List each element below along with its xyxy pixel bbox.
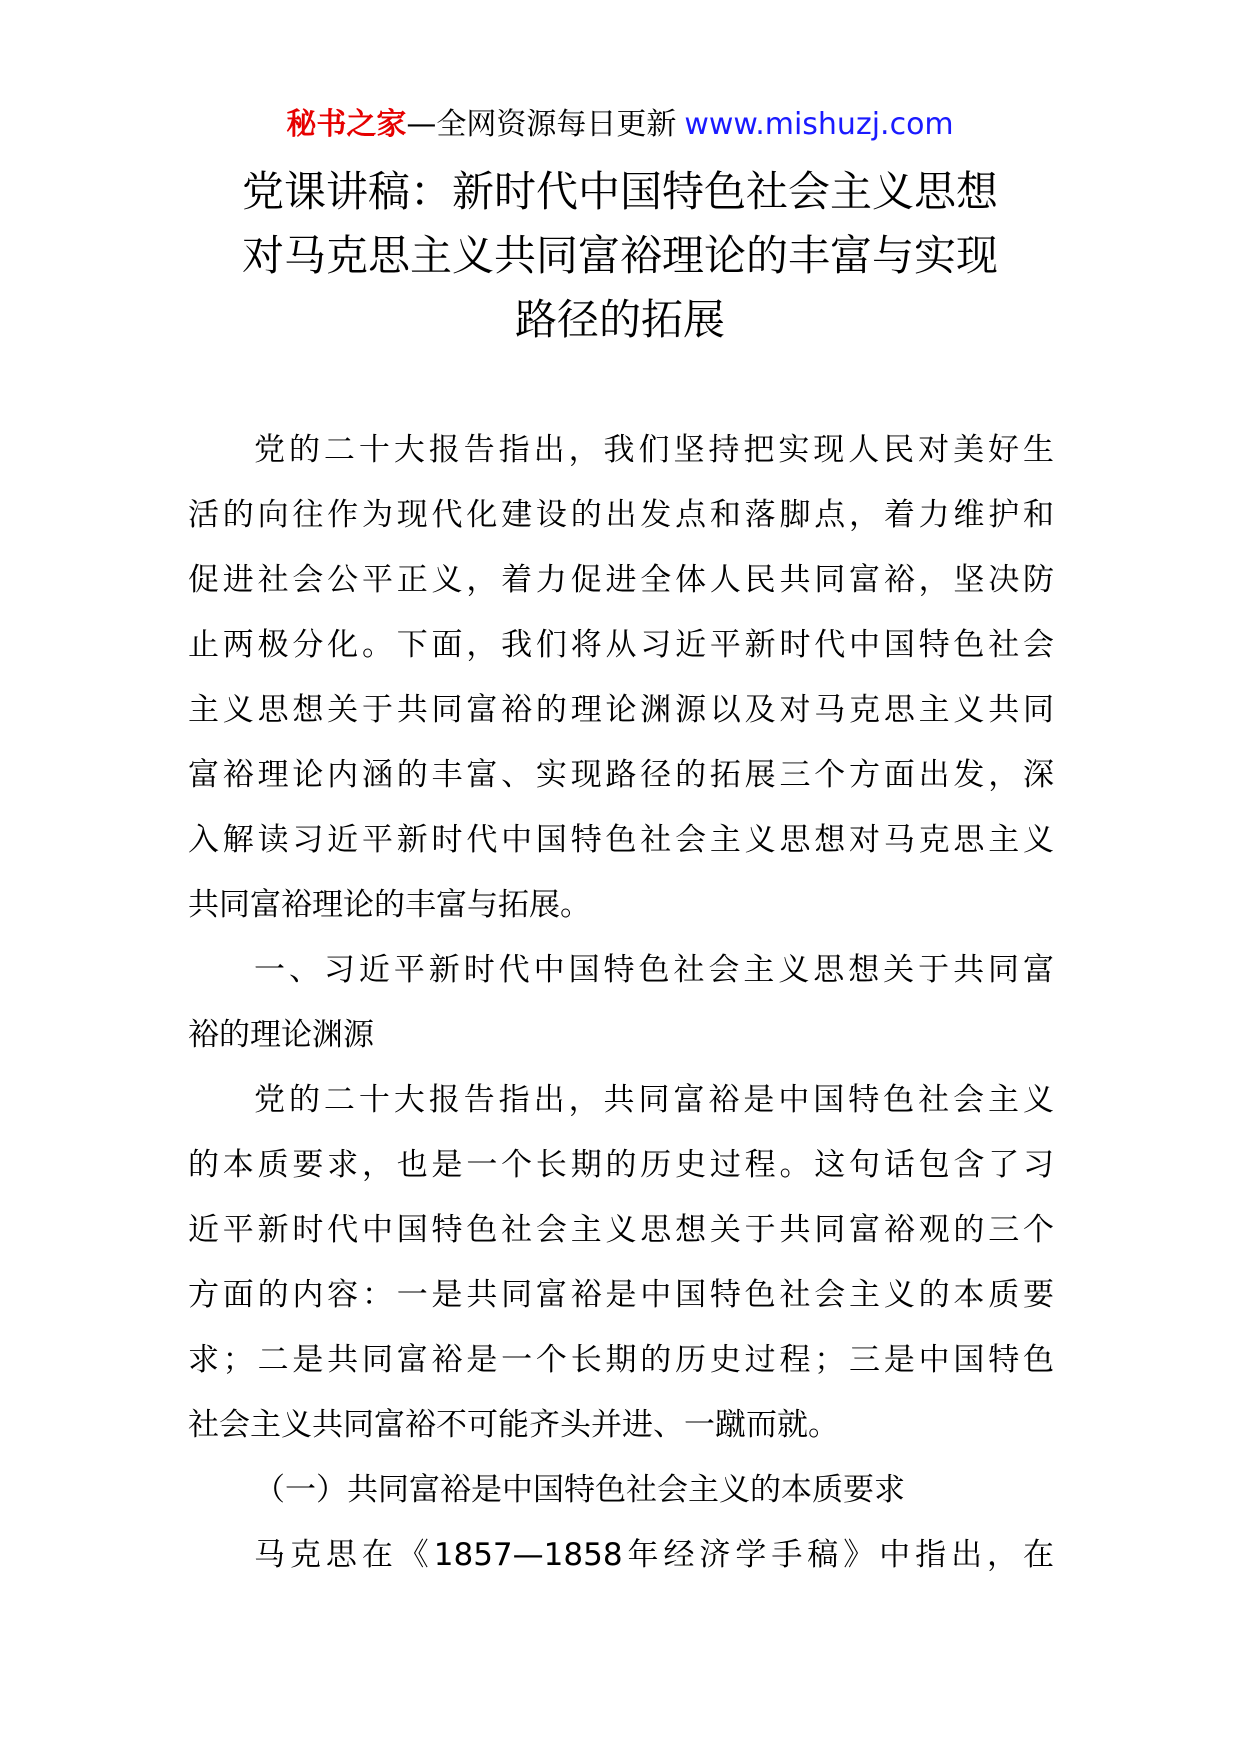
paragraph-line: 近平新时代中国特色社会主义思想关于共同富裕观的三个 [188, 1212, 1054, 1248]
site-url-link[interactable]: www.mishuzj.com [684, 107, 954, 142]
paragraph-line: 共同富裕理论的丰富与拓展。 [188, 887, 591, 923]
paragraph-line: 入解读习近平新时代中国特色社会主义思想对马克思主义 [188, 822, 1054, 858]
paragraph-line: 主义思想关于共同富裕的理论渊源以及对马克思主义共同 [188, 692, 1054, 728]
document-body [188, 418, 1054, 1588]
paragraph-line: 马克思在《1857—1858年经济学手稿》中指出，在 [254, 1537, 1054, 1573]
site-brand: 秘书之家 [286, 107, 407, 142]
paragraph-line: 社会主义共同富裕不可能齐头并进、一蹴而就。 [188, 1407, 839, 1443]
title-line: 对马克思主义共同富裕理论的丰富与实现 [241, 231, 998, 280]
title-line: 党课讲稿：新时代中国特色社会主义思想 [241, 167, 998, 216]
paragraph-line: 富裕理论内涵的丰富、实现路径的拓展三个方面出发，深 [188, 757, 1054, 793]
document-title [150, 160, 1090, 352]
section-heading-line: 裕的理论渊源 [188, 1017, 374, 1053]
paragraph-line: 方面的内容：一是共同富裕是中国特色社会主义的本质要 [188, 1277, 1054, 1313]
paragraph-line: 止两极分化。下面，我们将从习近平新时代中国特色社会 [188, 627, 1054, 663]
site-tagline: —全网资源每日更新 [406, 107, 677, 142]
paragraph-line: 活的向往作为现代化建设的出发点和落脚点，着力维护和 [188, 497, 1054, 533]
paragraph-line: 促进社会公平正义，着力促进全体人民共同富裕，坚决防 [188, 562, 1054, 598]
section-heading-line: 一、习近平新时代中国特色社会主义思想关于共同富 [254, 952, 1054, 988]
subsection-heading-line: （一）共同富裕是中国特色社会主义的本质要求 [254, 1472, 905, 1508]
paragraph-line: 求；二是共同富裕是一个长期的历史过程；三是中国特色 [188, 1342, 1054, 1378]
title-line: 路径的拓展 [514, 295, 725, 344]
paragraph-line: 的本质要求，也是一个长期的历史过程。这句话包含了习 [188, 1147, 1054, 1183]
paragraph-line: 党的二十大报告指出，共同富裕是中国特色社会主义 [254, 1082, 1054, 1118]
site-header [0, 100, 1240, 150]
paragraph-line: 党的二十大报告指出，我们坚持把实现人民对美好生 [254, 432, 1054, 468]
